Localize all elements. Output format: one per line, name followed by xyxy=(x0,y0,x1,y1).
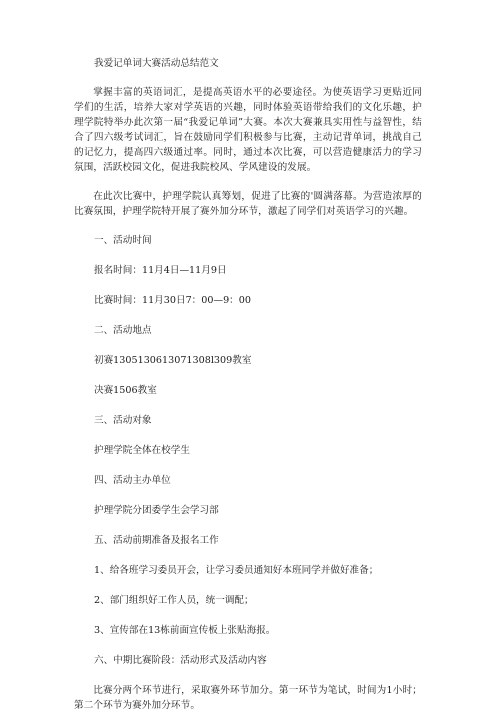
competition-format: 比赛分两个环节进行，采取赛外环节加分。第一环节为笔试，时间为1小时；第二个环节为赛外加分环节。 xyxy=(74,685,422,711)
section-3-heading: 三、活动对象 xyxy=(94,415,152,426)
section-1-heading: 一、活动时间 xyxy=(94,235,152,246)
prep-item-1: 1、给各班学习委员开会，让学习委员通知好本班同学并做好准备； xyxy=(94,565,379,576)
registration-time: 报名时间：11月4日—11月9日 xyxy=(94,265,227,276)
intro-paragraph-1: 掌握丰富的英语词汇，是提高英语水平的必要途径。为使英语学习更贴近同学们的生活，培养大家对学英语的兴趣，同时体验英语带给我们的文化乐趣，护理学院特举办此次第一届“我爱记单词”大赛。本次大赛兼具实用性与益智性，结合了四六级考试词汇，旨在鼓励同学们积极参与比赛，主动记背单词，挑战自己的记忆力，提高四六级通过率。同时，通过本次比赛，可以营造健康活力的学习氛围，活跃校园文化，促进我院校风、学风建设的发展。 xyxy=(74,87,422,173)
organizer: 护理学院分团委学生会学习部 xyxy=(94,505,219,516)
section-6-heading: 六、中期比赛阶段：活动形式及活动内容 xyxy=(94,655,267,666)
intro-paragraph-2: 在此次比赛中，护理学院认真筹划，促进了比赛的'圆满落幕。为营造浓厚的比赛氛围，护理学院特开展了赛外加分环节，激起了同学们对英语学习的兴趣。 xyxy=(74,191,422,217)
prep-item-2: 2、部门组织好工作人员，统一调配； xyxy=(94,595,254,606)
preliminary-location: 初赛1305130613071308l309教室 xyxy=(94,355,252,366)
section-5-heading: 五、活动前期准备及报名工作 xyxy=(94,535,219,546)
document-title: 我爱记单词大赛活动总结范文 xyxy=(94,58,219,69)
section-4-heading: 四、活动主办单位 xyxy=(94,475,171,486)
target-audience: 护理学院全体在校学生 xyxy=(94,445,190,456)
section-2-heading: 二、活动地点 xyxy=(94,325,152,336)
document-body xyxy=(74,56,422,727)
final-location: 决赛1506教室 xyxy=(94,385,157,396)
match-time: 比赛时间：11月30日7：00—9：00 xyxy=(94,295,251,306)
prep-item-3: 3、宣传部在13栋前面宣传板上张贴海报。 xyxy=(94,625,276,636)
